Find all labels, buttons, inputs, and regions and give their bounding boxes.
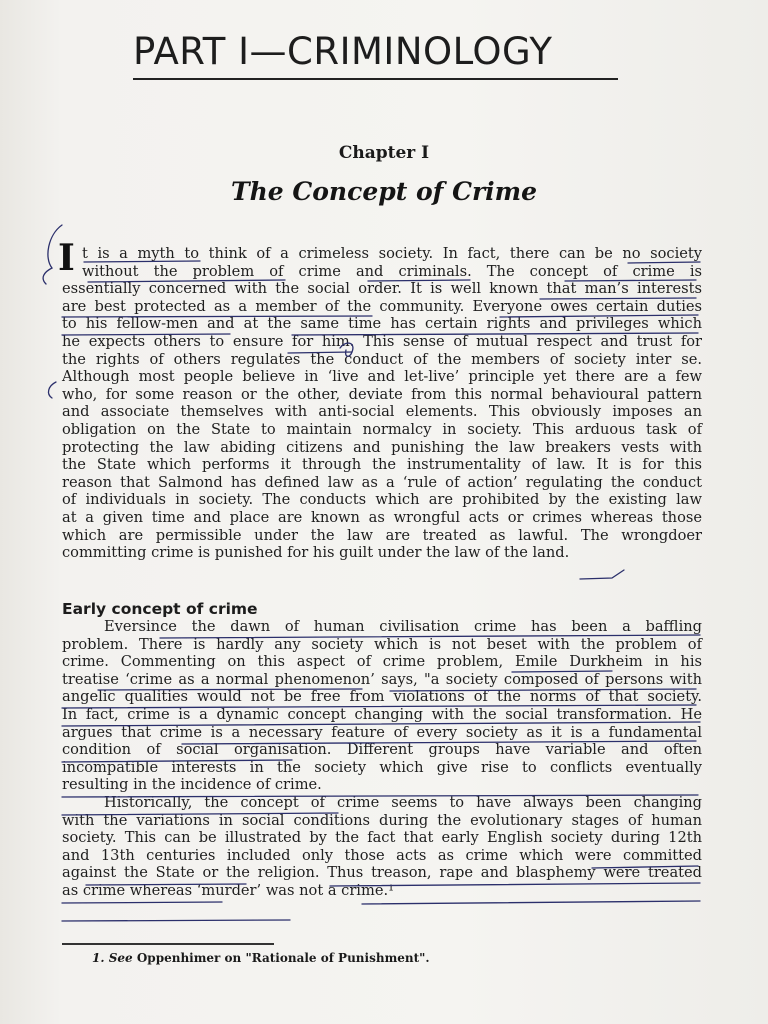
- part-title-rule: [133, 78, 618, 80]
- footnote-text: Oppenhimer on "Rationale of Punishment".: [136, 951, 430, 965]
- text-line: Historically, the concept of crime seems to have always been changing: [104, 793, 702, 811]
- text-line: with the variations in social conditions during the evolutionary stages of human: [62, 811, 702, 829]
- text-line: In fact, crime is a dynamic concept changing with the social transformation. He: [62, 705, 702, 723]
- text-line: incompatible interests in the society which give rise to conflicts eventually: [62, 758, 702, 776]
- footnote-number: 1.: [92, 951, 105, 965]
- text-line: condition of social organisation. Different groups have variable and often: [62, 741, 702, 759]
- text-line: at a given time and place are known as wrongful acts or crimes whereas those: [62, 508, 702, 526]
- chapter-label: Chapter I: [338, 143, 430, 163]
- text-line: problem. There is hardly any society which is not beset with the problem of: [62, 635, 702, 653]
- text-line: the rights of others regulates the conduct of the members of society inter se.: [62, 350, 702, 368]
- section-heading: Early concept of crime: [62, 600, 258, 618]
- text-line: which are permissible under the law are treated as lawful. The wrongdoer: [62, 526, 702, 544]
- text-line: as crime whereas ‘murder’ was not a crime.¹: [62, 881, 394, 899]
- footnote-see: See: [108, 951, 133, 965]
- text-line: Eversince the dawn of human civilisation crime has been a baffling: [104, 618, 702, 635]
- text-line: reason that Salmond has defined law as a ‘rule of action’ regulating the conduct: [62, 473, 702, 491]
- text-line: obligation on the State to maintain normalcy in society. This arduous task of: [62, 420, 702, 438]
- text-line: society. This can be illustrated by the fact that early English society during 12th: [62, 829, 702, 847]
- text-line: t is a myth to think of a crimeless society. In fact, there can be no society: [82, 245, 702, 262]
- text-line: and associate themselves with anti-social elements. This obviously imposes an: [62, 403, 702, 421]
- text-line: committing crime is punished for his guilt under the law of the land.: [62, 544, 570, 562]
- text-line: he expects others to ensure for him. This sense of mutual respect and trust for: [62, 332, 702, 350]
- text-line: to his fellow-men and at the same time has certain rights and privileges which: [62, 315, 702, 333]
- margin-bracket: [49, 382, 56, 398]
- underline: [62, 920, 290, 921]
- text-line: without the problem of crime and criminals. The concept of crime is: [82, 262, 702, 280]
- footnote: [92, 951, 430, 965]
- text-line: crime. Commenting on this aspect of crime problem, Emile Durkheim in his: [62, 653, 702, 671]
- drop-cap: I: [58, 237, 75, 279]
- text-line: protecting the law abiding citizens and punishing the law breakers vests with: [62, 438, 702, 456]
- chapter-title: The Concept of Crime: [230, 177, 538, 206]
- text-line: who, for some reason or the other, deviate from this normal behavioural pattern: [62, 385, 702, 403]
- footnote-rule: [62, 943, 274, 945]
- underline: [362, 901, 700, 904]
- intro-paragraph: [62, 245, 702, 562]
- text-line: treatise ‘crime as a normal phenomenon’ says, "a society composed of persons with: [62, 670, 702, 688]
- underline: [580, 570, 624, 579]
- text-line: argues that crime is a necessary feature of every society as it is a fundamental: [62, 723, 702, 741]
- underline: [62, 902, 222, 903]
- text-line: of individuals in society. The conducts which are prohibited by the existing law: [62, 491, 702, 509]
- section-paragraphs: [62, 618, 702, 900]
- text-line: essentially concerned with the social order. It is well known that man’s interests: [62, 280, 702, 298]
- text-line: resulting in the incidence of crime.: [62, 776, 322, 794]
- text-line: Although most people believe in ‘live and let-live’ principle yet there are a few: [62, 368, 702, 386]
- text-line: angelic qualities would not be free from violations of the norms of that society.: [62, 688, 702, 706]
- text-line: are best protected as a member of the community. Everyone owes certain duties: [62, 297, 702, 315]
- text-line: against the State or the religion. Thus treason, rape and blasphemy were treated: [62, 864, 702, 882]
- text-line: the State which performs it through the instrumentality of law. It is for this: [62, 456, 702, 474]
- text-line: and 13th centuries included only those acts as crime which were committed: [62, 846, 702, 864]
- part-title: PART I—CRIMINOLOGY: [133, 30, 553, 73]
